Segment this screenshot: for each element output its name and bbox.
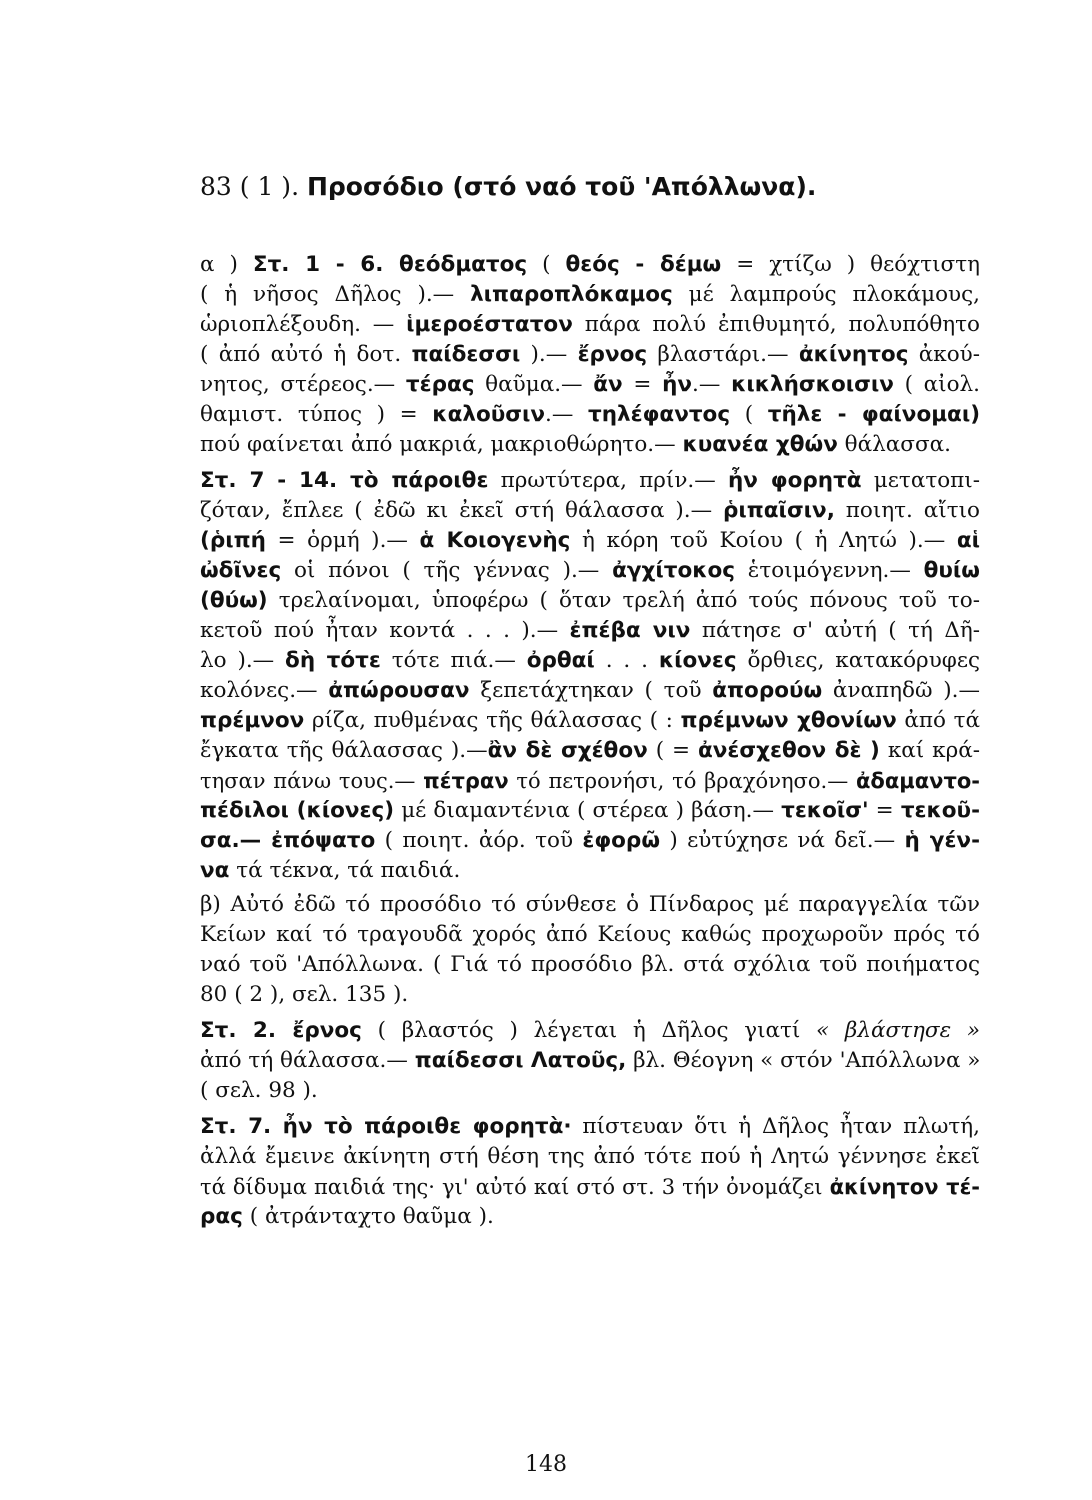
bold-term: πέτραν: [423, 769, 509, 793]
text-line: [200, 736, 980, 766]
text-run: =: [622, 372, 663, 397]
text-run: (: [527, 252, 566, 277]
text-run: ἡ κόρη τοῦ Κοίου ( ἡ Λητώ ).—: [570, 528, 957, 553]
text-line: [200, 890, 980, 920]
text-run: ρίζα, πυθμένας τῆς θάλασσας ( :: [304, 708, 681, 733]
bold-term: ἀνέσχεθον δὲ ): [697, 738, 880, 763]
bold-term: ἀκίνητος: [798, 342, 909, 367]
text-run: ὡριοπλέξουδη. —: [200, 312, 407, 337]
text-line: [200, 1076, 980, 1106]
italic-quote: « βλάστησε »: [816, 1018, 980, 1043]
bold-term: τεκοῖσ': [781, 798, 869, 823]
bold-term: τηλέφαντος: [588, 402, 731, 427]
text-run: (: [730, 402, 768, 427]
bold-term: Στ. 2. ἔρνος: [200, 1018, 362, 1043]
text-line: [200, 466, 980, 496]
text-run: νητος, στέρεος.—: [200, 372, 406, 397]
text-line: [200, 556, 980, 586]
text-line: [200, 1112, 980, 1142]
text-line: [200, 706, 980, 736]
bold-term: (ῥιπή: [200, 528, 266, 553]
bold-term: (θύω): [200, 588, 268, 613]
text-run: ἀκού-: [908, 342, 981, 367]
text-run: ).—: [520, 342, 578, 367]
bold-term: λιπαροπλόκαμος: [470, 282, 673, 307]
bold-term: ἀγχίτοκος: [612, 558, 736, 583]
text-line: [200, 826, 980, 856]
text-run: ἀλλά ἔμεινε ἀκίνητη στή θέση της ἀπό τότε πού ἡ Λητώ γέννησε ἐκεῖ: [200, 1144, 980, 1169]
text-run: ξεπετάχτηκαν ( τοῦ: [469, 678, 713, 703]
bold-term: ῥιπαῖσιν,: [723, 498, 835, 523]
bold-term: να: [200, 858, 230, 883]
text-run: καί κρά-: [879, 738, 981, 763]
text-run: λο ).—: [200, 648, 286, 673]
text-run: κετοῦ πού ἦταν κοντά . . . ).—: [200, 618, 570, 643]
bold-term: Στ. 1 - 6. θεόδματος: [252, 252, 528, 277]
bold-term: πρέμνων χθονίων: [680, 708, 897, 733]
bold-term: παίδεσσι Λατοῦς,: [414, 1048, 627, 1073]
bold-term: ἐφορῶ: [582, 828, 661, 853]
bold-term: τῆλε - φαίνομαι): [767, 402, 981, 427]
text-line: [200, 496, 980, 526]
text-run: ( βλαστός ) λέγεται ἡ Δῆλος γιατί: [361, 1018, 817, 1043]
text-run: ( ἀπό αὐτό ἡ δοτ.: [200, 342, 412, 367]
text-line: [200, 646, 980, 676]
bold-term: αἱ: [956, 528, 980, 553]
text-run: ἑτοιμόγεννη.—: [735, 558, 924, 583]
text-run: .—: [545, 402, 588, 427]
text-line: [200, 1016, 980, 1046]
text-run: = χτίζω ) θεόχτιστη: [721, 252, 980, 277]
text-line: [200, 586, 980, 616]
text-line: [200, 1172, 980, 1202]
text-run: μέ λαμπρούς πλοκάμους,: [672, 282, 981, 307]
text-run: τά δίδυμα παιδιά της· γι' αὐτό καί στό στ. 3 τήν ὀνομάζει: [200, 1175, 830, 1199]
text-line: [200, 1202, 980, 1232]
text-run: ἀναπηδῶ ).—: [822, 678, 980, 703]
text-run: β) Αὐτό ἐδῶ τό προσόδιο τό σύνθεσε ὁ Πίνδαρος μέ παραγγελία τῶν: [200, 892, 980, 917]
text-line: [200, 250, 980, 280]
bold-term: ἡ γέν-: [904, 828, 980, 853]
text-line: [200, 400, 980, 430]
bold-term: ρας: [200, 1204, 243, 1229]
bold-term: θεός - δέμω: [565, 252, 722, 277]
text-run: ( ποιητ. ἀόρ. τοῦ: [375, 828, 583, 853]
bold-term: ἀδαμαντο-: [855, 769, 980, 793]
bold-term: τεκοῦ-: [900, 798, 980, 823]
bold-term: ἦν: [662, 372, 693, 397]
text-run: τό πετρονήσι, τό βραχόνησο.—: [508, 769, 856, 793]
text-run: ποιητ. αἴτιο: [834, 498, 980, 523]
text-line: [200, 526, 980, 556]
text-line: [200, 676, 980, 706]
text-run: ( ἡ νῆσος Δῆλος ).—: [200, 282, 471, 307]
heading-number: 83 ( 1 ).: [200, 172, 300, 201]
text-run: πρωτύτερα, πρίν.—: [488, 468, 728, 493]
bold-term: ἐπέβα νιν: [569, 618, 691, 643]
text-line: [200, 430, 980, 460]
text-line: [200, 310, 980, 340]
text-run: 80 ( 2 ), σελ. 135 ).: [200, 982, 409, 1007]
text-run: ἀπό τά: [896, 708, 980, 733]
text-run: βλαστάρι.—: [647, 342, 799, 367]
text-run: τά τέκνα, τά παιδιά.: [229, 858, 461, 883]
text-run: θαῦμα.—: [474, 372, 594, 397]
text-run: ναό τοῦ 'Απόλλωνα. ( Γιά τό προσόδιο βλ. στά σχόλια τοῦ ποιήματος: [200, 952, 980, 977]
bold-term: δὴ τότε: [285, 648, 381, 673]
bold-term: πρέμνον: [200, 708, 305, 733]
bold-term: ἀπορούω: [712, 678, 823, 703]
text-run: ζόταν, ἔπλεε ( ἐδῶ κι ἐκεῖ στή θάλασσα ).—: [200, 498, 724, 523]
text-line: [200, 856, 980, 886]
bold-term: ἱμεροέστατον: [406, 312, 573, 337]
text-line: [200, 280, 980, 310]
text-run: βλ. Θέογνη « στόν 'Απόλλωνα »: [626, 1048, 981, 1073]
bold-term: θυίω: [923, 558, 980, 583]
text-line: [200, 950, 980, 980]
bold-term: καλοῦσιν: [432, 402, 546, 427]
section-heading: [200, 172, 1000, 202]
text-line: [200, 370, 980, 400]
text-run: . . .: [594, 648, 659, 673]
bold-term: σα.— ἐπόψατο: [200, 828, 376, 853]
text-run: κολόνες.—: [200, 678, 329, 703]
bold-term: ἦν φορητὰ: [727, 468, 862, 493]
text-run: μετατοπι-: [861, 468, 980, 493]
bold-term: ἀκίνητον τέ-: [829, 1175, 980, 1199]
bold-term: κικλήσκοισιν: [731, 372, 894, 397]
text-run: πού φαίνεται ἀπό μακριά, μακριοθώρητο.—: [200, 432, 683, 457]
text-run: ἀπό τή θάλασσα.—: [200, 1048, 415, 1073]
bold-term: κίονες: [658, 648, 737, 673]
text-run: μέ διαμαντένια ( στέρεα ) βάση.—: [394, 798, 782, 823]
text-run: .—: [692, 372, 732, 397]
bold-term: παίδεσσι: [411, 342, 521, 367]
bold-term: κυανέα χθών: [682, 432, 838, 457]
bold-term: τέρας: [405, 372, 475, 397]
text-run: =: [868, 798, 901, 823]
text-line: [200, 766, 980, 796]
bold-term: Στ. 7. ἦν τὸ πάροιθε φορητὰ·: [200, 1114, 572, 1139]
bold-term: ἂν δὲ σχέθον: [487, 738, 648, 763]
page-number: 148: [525, 1452, 567, 1477]
text-run: ἔγκατα τῆς θάλασσας ).—: [200, 738, 488, 763]
text-run: τότε πιά.—: [380, 648, 527, 673]
text-run: τησαν πάνω τους.—: [200, 769, 424, 793]
text-run: τρελαίνομαι, ὑποφέρω ( ὅταν τρελή ἀπό τούς πόνους τοῦ το-: [267, 588, 980, 613]
text-run: θαμιστ. τύπος ) =: [200, 402, 433, 427]
bold-term: ὠδῖνες: [200, 558, 282, 583]
bold-term: Στ. 7 - 14. τὸ πάροιθε: [200, 468, 489, 493]
text-run: = ὁρμή ).—: [265, 528, 420, 553]
heading-title: Προσόδιο (στό ναό τοῦ 'Απόλλωνα).: [306, 172, 817, 201]
text-run: ( ἀτράνταχτο θαῦμα ).: [242, 1204, 494, 1229]
text-line: [200, 1142, 980, 1172]
bold-term: ἁ Κοιογενὴς: [419, 528, 571, 553]
text-run: ( σελ. 98 ).: [200, 1078, 318, 1103]
bold-term: ὀρθαί: [526, 648, 595, 673]
text-run: πάτησε σ' αὐτή ( τή Δῆ-: [690, 618, 980, 643]
bold-term: ἔρνος: [577, 342, 648, 367]
text-run: πάρα πολύ ἐπιθυμητό, πολυπόθητο: [572, 312, 980, 337]
text-run: πίστευαν ὅτι ἡ Δῆλος ἦταν πλωτή,: [571, 1114, 980, 1139]
text-line: [200, 980, 980, 1010]
text-run: ( =: [647, 738, 698, 763]
text-line: [200, 796, 980, 826]
bold-term: ἄν: [593, 372, 623, 397]
text-run: θάλασσα.: [837, 432, 951, 457]
bold-term: ἀπώρουσαν: [328, 678, 470, 703]
bold-term: πέδιλοι (κίονες): [200, 798, 395, 823]
text-run: ( αἰολ.: [893, 372, 981, 397]
text-run: ) εὐτύχησε νά δεῖ.—: [660, 828, 905, 853]
text-line: [200, 616, 980, 646]
text-line: [200, 340, 980, 370]
text-run: Κείων καί τό τραγουδᾶ χορός ἀπό Κείους καθώς προχωροῦν πρός τό: [200, 922, 980, 947]
text-line: [200, 1046, 980, 1076]
text-line: [200, 920, 980, 950]
text-run: α ): [200, 252, 253, 277]
text-run: ὄρθιες, κατακόρυφες: [736, 648, 980, 673]
text-run: οἱ πόνοι ( τῆς γέννας ).—: [281, 558, 613, 583]
